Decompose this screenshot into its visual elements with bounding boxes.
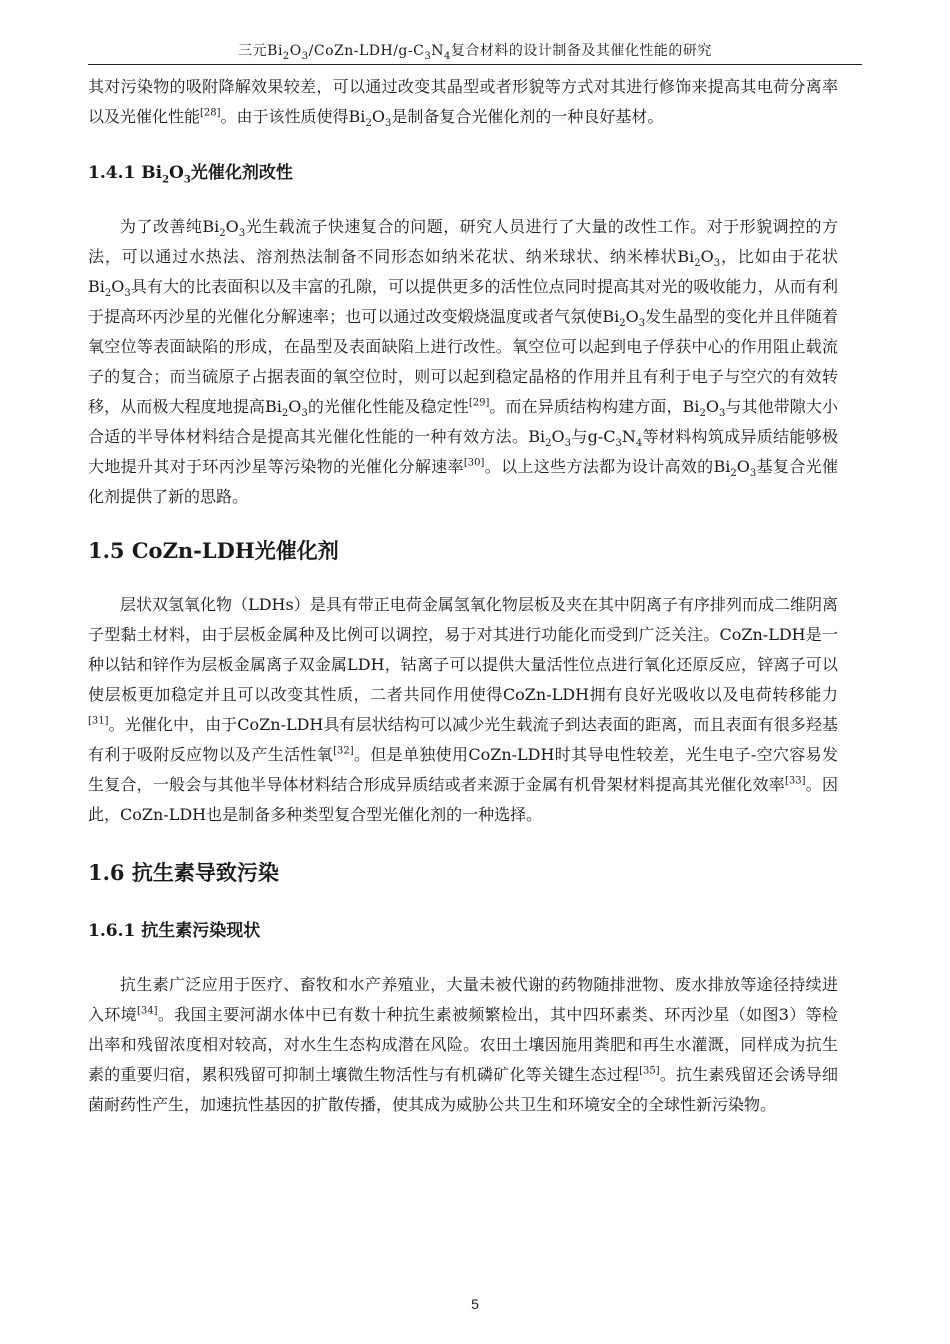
paragraph-1-4-1: 为了改善纯$Bi_2O_3$光生载流子快速复合的问题，研究人员进行了大量的改性工作。对于形貌调控的方法，可以通过水热法、溶剂热法制备不同形态如纳米花状、纳米球状、纳米棒状$Bi_2O_3$，比如由于花状$Bi_2O_3$具有大的比表面积以及丰富的孔隙，可以提供更多的活性位点同时提高其对光的吸收能力，从而有利于提高环丙沙星的光催化分解速率；也可以通过改变煅烧温度或者气氛使$Bi_2O_3$发生晶型的变化并且伴随着氧空位等表面缺陷的形成，在晶型及表面缺陷上进行改性。氧空位可以起到电子俘获中心的作用阻止载流子的复合；而当硫原子占据表面的氧空位时，则可以起到稳定晶格的作用并且有利于电子与空穴的有效转移，从而极大程度地提高$Bi_2O_3$的光催化性能及稳定性[29]。而在异质结构构建方面，$Bi_2O_3$与其他带隙大小合适的半导体材料结合是提高其光催化性能的一种有效方法。$Bi_2O_3$与$g-C_3N_4$等材料构筑成异质结能够极大地提升其对于环丙沙星等污染物的光催化分解速率[30]。以上这些方法都为设计高效的$Bi_2O_3$基复合光催化剂提供了新的思路。: [88, 217, 838, 506]
paragraph-1-6-1: 抗生素广泛应用于医疗、畜牧和水产养殖业，大量未被代谢的药物随排泄物、废水排放等途径持续进入环境[34]。我国主要河湖水体中已有数十种抗生素被频繁检出，其中四环素类、环丙沙星（如图3）等检出率和残留浓度相对较高，对水生生态构成潜在风险。农田土壤因施用粪肥和再生水灌溉，同样成为抗生素的重要归宿，累积残留可抑制土壤微生物活性与有机磷矿化等关键生态过程[35]。抗生素残留还会诱导细菌耐药性产生，加速抗性基因的扩散传播，使其成为威胁公共卫生和环境安全的全球性新污染物。: [88, 975, 838, 1114]
running-header: 三元$Bi_2O_3/CoZn-LDH/g-C_3N_4$复合材料的设计制备及其催化性能的研究: [88, 40, 862, 65]
heading-1-5: 1.5 CoZn-LDH光催化剂: [88, 538, 339, 563]
heading-1-6-1: 1.6.1 抗生素污染现状: [88, 921, 261, 941]
paragraph-1-5: 层状双氢氧化物（LDHs）是具有带正电荷金属氢氧化物层板及夹在其中阴离子有序排列而成二维阴离子型黏土材料，由于层板金属种及比例可以调控，易于对其进行功能化而受到广泛关注。CoZn-LDH是一种以钴和锌作为层板金属离子双金属LDH，钴离子可以提供大量活性位点进行氧化还原反应，锌离子可以使层板更加稳定并且可以改变其性质，二者共同作用使得CoZn-LDH拥有良好光吸收以及电荷转移能力[31]。光催化中，由于CoZn-LDH具有层状结构可以减少光生载流子到达表面的距离，而且表面有很多羟基有利于吸附反应物以及产生活性氧[32]。但是单独使用CoZn-LDH时其导电性较差，光生电子-空穴容易发生复合，一般会与其他半导体材料结合形成异质结或者来源于金属有机骨架材料提高其光催化效率[33]。因此，CoZn-LDH也是制备多种类型复合型光催化剂的一种选择。: [88, 595, 838, 824]
page-content: [88, 72, 838, 1120]
page-number: 5: [471, 1296, 479, 1312]
heading-1-4-1: 1.4.1 $Bi_2O_3$光催化剂改性: [88, 163, 293, 186]
intro-paragraph: 其对污染物的吸附降解效果较差，可以通过改变其晶型或者形貌等方式对其进行修饰来提高其电荷分离率以及光催化性能[28]。由于该性质使得$Bi_2O_3$是制备复合光催化剂的一种良好基材。: [88, 77, 838, 130]
heading-1-6: 1.6 抗生素导致污染: [88, 860, 279, 885]
